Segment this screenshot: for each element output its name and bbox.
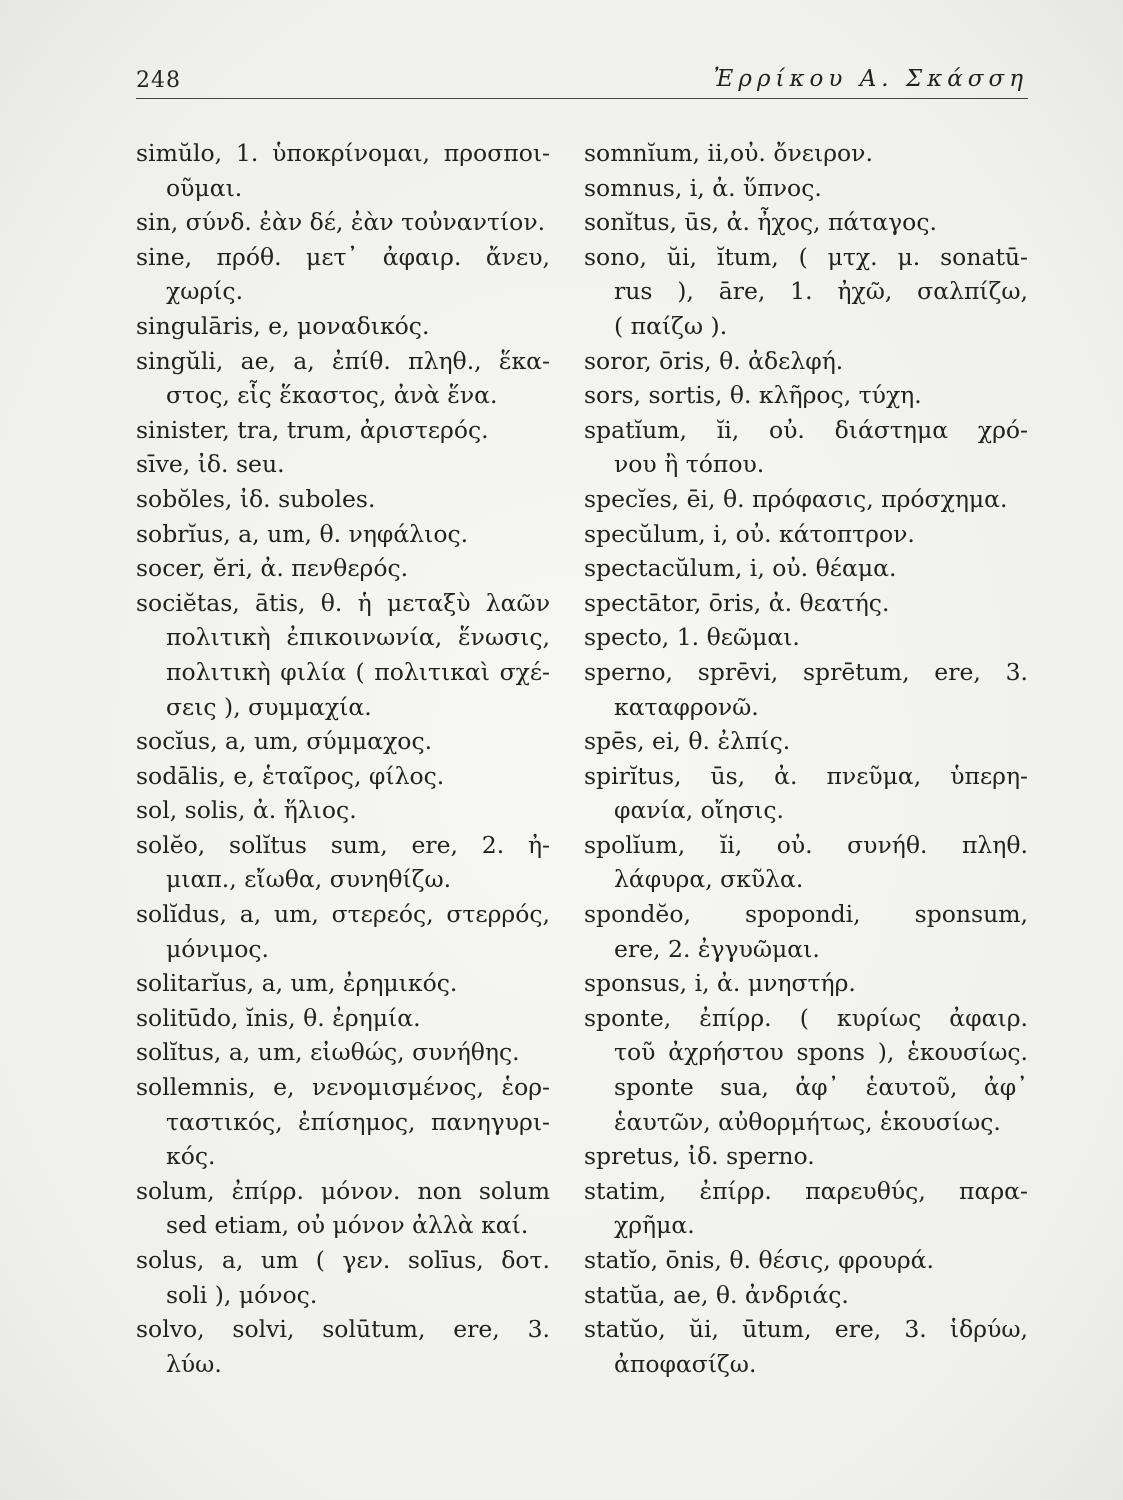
entry-headword-line: solus, a, um ( γεν. solīus, δοτ. <box>136 1246 550 1274</box>
entry-headword-line: solum, ἐπίρρ. μόνον. non solum <box>136 1176 550 1205</box>
dictionary-entry <box>584 620 1028 655</box>
entry-headword-line: socĭus, a, um, σύμμαχος. <box>136 727 433 756</box>
dictionary-entry <box>136 966 550 1001</box>
dictionary-entry <box>136 447 550 482</box>
entry-headword-line: specĭes, ēi, θ. πρόφασις, πρόσχημα. <box>584 484 1008 513</box>
entry-headword-line: singulāris, e, μοναδικός. <box>136 311 430 340</box>
entry-continuation-line: μιαπ., εἴωθα, συνηθίζω. <box>166 865 452 894</box>
dictionary-entry <box>136 1243 550 1312</box>
entry-headword-line: solitūdo, ĭnis, θ. ἐρημία. <box>136 1003 421 1032</box>
entry-continuation-line: καταφρονῶ. <box>614 692 759 721</box>
dictionary-entry <box>584 655 1028 724</box>
entry-headword-line: sodālis, e, ἑταῖρος, φίλος. <box>136 761 445 790</box>
entry-continuation-line: ταστικός, ἐπίσημος, πανηγυρι- <box>166 1107 550 1136</box>
entry-headword-line: statim, ἐπίρρ. παρευθύς, παρα- <box>584 1176 1028 1205</box>
entry-headword-line: sperno, sprēvi, sprētum, ere, 3. <box>584 657 1028 686</box>
dictionary-entry <box>136 136 550 205</box>
entry-headword-line: specto, 1. θεῶμαι. <box>584 623 800 652</box>
dictionary-entry <box>584 205 1028 240</box>
dictionary-entry <box>584 1278 1028 1313</box>
entry-headword-line: sponte, ἐπίρρ. ( κυρίως ἀφαιρ. <box>584 1003 1028 1032</box>
dictionary-entry <box>584 1243 1028 1278</box>
entry-headword-line: sonĭtus, ūs, ἀ. ἦχος, πάταγος. <box>584 208 937 237</box>
dictionary-entry <box>136 1174 550 1243</box>
dictionary-entry <box>136 759 550 794</box>
entry-headword-line: spatĭum, ĭi, οὐ. διάστημα χρό- <box>584 415 1028 444</box>
entry-continuation-line: λύω. <box>166 1349 222 1378</box>
running-head: Ἐρρίκου Α. Σκάσση <box>713 66 1028 92</box>
dictionary-entry <box>584 1174 1028 1243</box>
dictionary-entry <box>136 828 550 897</box>
dictionary-entry <box>136 482 550 517</box>
dictionary-entry <box>136 517 550 552</box>
dictionary-entry <box>584 759 1028 828</box>
entry-continuation-line: οῦμαι. <box>166 173 243 202</box>
entry-continuation-line: χρῆμα. <box>614 1211 695 1240</box>
entry-continuation-line: rus ), āre, 1. ἠχῶ, σαλπίζω, <box>614 277 1028 306</box>
entry-headword-line: singŭli, ae, a, ἐπίθ. πληθ., ἕκα- <box>136 346 550 375</box>
dictionary-entry <box>136 897 550 966</box>
entry-headword-line: sors, sortis, θ. κλῆρος, τύχη. <box>584 381 922 410</box>
entry-headword-line: sono, ŭi, ĭtum, ( μτχ. μ. sonatū- <box>584 242 1028 271</box>
dictionary-entry <box>584 551 1028 586</box>
dictionary-entry <box>584 378 1028 413</box>
entry-headword-line: spectacŭlum, i, οὐ. θέαμα. <box>584 554 897 583</box>
dictionary-entry <box>136 205 550 240</box>
entry-continuation-line: κός. <box>166 1142 216 1171</box>
entry-headword-line: spretus, ἰδ. sperno. <box>584 1142 815 1171</box>
page-number: 248 <box>136 68 181 93</box>
entry-continuation-line: νου ἢ τόπου. <box>614 450 765 479</box>
dictionary-entry <box>584 171 1028 206</box>
entry-headword-line: spolĭum, ĭi, οὐ. συνήθ. πληθ. <box>584 830 1028 859</box>
page-header <box>136 66 1028 99</box>
entry-headword-line: somnus, i, ἀ. ὕπνος. <box>584 173 822 202</box>
dictionary-entry <box>584 897 1028 966</box>
dictionary-entry <box>136 551 550 586</box>
dictionary-entry <box>136 586 550 724</box>
dictionary-entry <box>136 1001 550 1036</box>
entry-headword-line: spectātor, ōris, ἀ. θεατής. <box>584 588 890 617</box>
entry-headword-line: somnĭum, ii,οὐ. ὄνειρον. <box>584 139 873 167</box>
entry-continuation-line: φανία, οἴησις. <box>614 796 784 825</box>
entry-headword-line: sollemnis, e, νενομισμένος, ἑορ- <box>136 1073 550 1102</box>
entry-headword-line: solĕo, solĭtus sum, ere, 2. ἠ- <box>136 830 550 859</box>
dictionary-entry <box>136 1312 550 1381</box>
entry-headword-line: sponsus, i, ἀ. μνηστήρ. <box>584 969 856 998</box>
entry-continuation-line: πολιτικὴ ἐπικοινωνία, ἕνωσις, <box>166 623 550 652</box>
dictionary-entry <box>136 1035 550 1070</box>
entry-headword-line: sobrĭus, a, um, θ. νηφάλιος. <box>136 519 469 548</box>
entry-headword-line: solvo, solvi, solūtum, ere, 3. <box>136 1315 550 1344</box>
dictionary-entry <box>584 1139 1028 1174</box>
entry-continuation-line: τοῦ ἀχρήστου spons ), ἑκουσίως. <box>614 1038 1028 1067</box>
entry-continuation-line: στος, εἷς ἕκαστος, ἀνὰ ἕνα. <box>166 381 498 410</box>
entry-headword-line: sobŏles, ἰδ. suboles. <box>136 484 376 513</box>
entry-continuation-line: soli ), μόνος. <box>166 1280 318 1309</box>
entry-continuation-line: ( παίζω ). <box>614 311 728 340</box>
entry-headword-line: socer, ĕri, ἀ. πενθερός. <box>136 554 409 583</box>
entry-headword-line: spēs, ei, θ. ἐλπίς. <box>584 727 791 756</box>
dictionary-entry <box>584 966 1028 1001</box>
entry-headword-line: solĭdus, a, um, στερεός, στερρός, <box>136 900 550 929</box>
entry-continuation-line: χωρίς. <box>166 277 244 306</box>
dictionary-entry <box>136 413 550 448</box>
entry-headword-line: simŭlo, 1. ὑποκρίνομαι, προσποι- <box>136 139 550 167</box>
entry-continuation-line: λάφυρα, σκῦλα. <box>614 865 804 894</box>
entry-continuation-line: πολιτικὴ φιλία ( πολιτικαὶ σχέ- <box>166 657 550 686</box>
dictionary-entry <box>136 793 550 828</box>
entry-headword-line: specŭlum, i, οὐ. κάτοπτρον. <box>584 519 915 548</box>
entry-continuation-line: σεις ), συμμαχία. <box>166 692 372 721</box>
entry-headword-line: sociĕtas, ātis, θ. ἡ μεταξὺ λαῶν <box>136 588 550 617</box>
dictionary-entry <box>136 1070 550 1174</box>
entry-headword-line: spondĕo, spopondi, sponsum, <box>584 900 1028 929</box>
dictionary-entry <box>584 828 1028 897</box>
entry-headword-line: statŭo, ŭi, ūtum, ere, 3. ἱδρύω, <box>584 1315 1028 1344</box>
entry-headword-line: statŭa, ae, θ. ἀνδριάς. <box>584 1280 849 1309</box>
right-column <box>584 136 1028 1381</box>
dictionary-entry <box>584 136 1028 171</box>
dictionary-entry <box>584 586 1028 621</box>
entry-continuation-line: ere, 2. ἐγγυῶμαι. <box>614 934 820 963</box>
entry-continuation-line: ἑαυτῶν, αὐθορμήτως, ἑκουσίως. <box>614 1107 1001 1136</box>
dictionary-entry <box>584 240 1028 344</box>
dictionary-entry <box>584 344 1028 379</box>
entry-headword-line: statĭo, ōnis, θ. θέσις, φρουρά. <box>584 1246 934 1274</box>
dictionary-entry <box>136 724 550 759</box>
entry-headword-line: spirĭtus, ūs, ἀ. πνεῦμα, ὑπερη- <box>584 761 1028 790</box>
entry-headword-line: soror, ōris, θ. ἀδελφή. <box>584 346 844 375</box>
dictionary-entry <box>584 724 1028 759</box>
entry-continuation-line: ἀποφασίζω. <box>614 1349 757 1378</box>
dictionary-entry <box>584 1001 1028 1139</box>
entry-headword-line: sīve, ἰδ. seu. <box>136 450 285 479</box>
entry-headword-line: sol, solis, ἀ. ἥλιος. <box>136 796 357 825</box>
dictionary-entry <box>136 240 550 309</box>
entry-headword-line: sinister, tra, trum, ἀριστερός. <box>136 415 489 444</box>
entry-continuation-line: sed etiam, οὐ μόνον ἀλλὰ καί. <box>166 1211 529 1240</box>
dictionary-entry <box>136 309 550 344</box>
left-column <box>136 136 550 1381</box>
entry-continuation-line: μόνιμος. <box>166 934 269 963</box>
entry-headword-line: solitarĭus, a, um, ἐρημικός. <box>136 969 458 998</box>
dictionary-entry <box>584 482 1028 517</box>
dictionary-entry <box>584 1312 1028 1381</box>
dictionary-entry <box>584 517 1028 552</box>
entry-headword-line: sin, σύνδ. ἐὰν δέ, ἐὰν τοὐναντίον. <box>136 208 546 237</box>
entry-headword-line: sine, πρόθ. μετ᾽ ἀφαιρ. ἄνευ, <box>136 242 550 271</box>
dictionary-entry <box>584 413 1028 482</box>
dictionary-entry <box>136 344 550 413</box>
entry-headword-line: solĭtus, a, um, εἰωθώς, συνήθης. <box>136 1038 520 1067</box>
entry-continuation-line: sponte sua, ἀφ᾽ ἑαυτοῦ, ἀφ᾽ <box>614 1073 1028 1102</box>
